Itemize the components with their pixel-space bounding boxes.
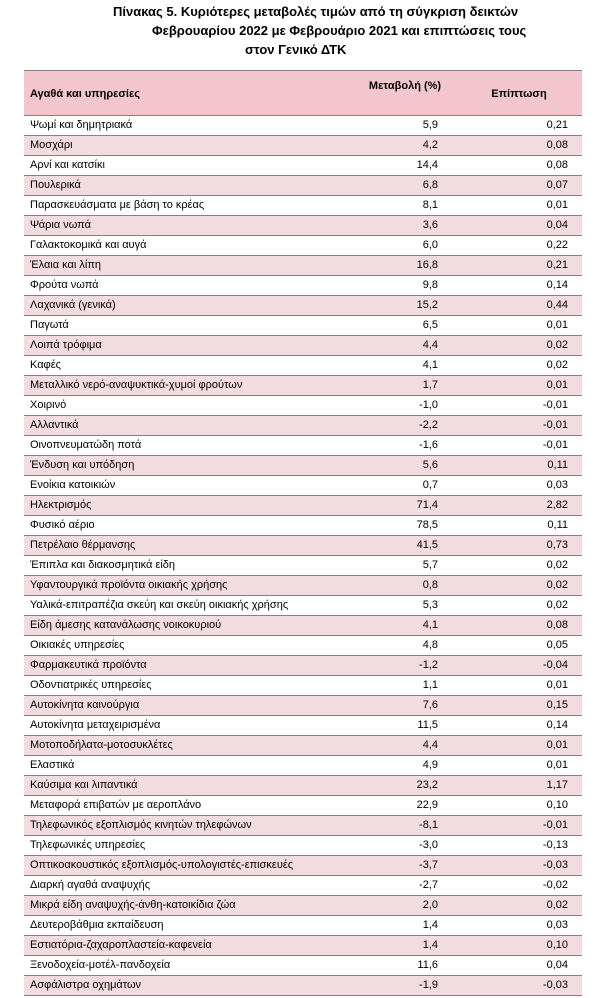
row-impact-value: 0,04 bbox=[546, 219, 568, 231]
row-change-value: 0,8 bbox=[422, 579, 438, 591]
row-item-name: Παγωτά bbox=[30, 319, 69, 331]
table-row bbox=[24, 316, 582, 336]
row-impact-value: 0,02 bbox=[546, 359, 568, 371]
row-item-name: Καφές bbox=[30, 359, 61, 371]
row-change-value: -1,9 bbox=[419, 979, 438, 991]
row-impact-value: 0,03 bbox=[546, 479, 568, 491]
row-impact-value: 0,11 bbox=[547, 459, 568, 471]
row-item-name: Ηλεκτρισμός bbox=[30, 499, 92, 511]
table-row bbox=[24, 596, 582, 616]
row-impact-value: 0,22 bbox=[546, 239, 568, 251]
price-changes-table bbox=[24, 70, 582, 996]
row-impact-value: 0,08 bbox=[546, 159, 568, 171]
table-row bbox=[24, 796, 582, 816]
row-item-name: Μεταφορά επιβατών με αεροπλάνο bbox=[30, 799, 202, 811]
row-item-name: Μοτοποδήλατα-μοτοσυκλέτες bbox=[30, 739, 173, 751]
row-impact-value: 0,08 bbox=[546, 139, 568, 151]
caption-line-2: Φεβρουαρίου 2022 με Φεβρουάριο 2021 και επιπτώσεις τους bbox=[152, 23, 527, 38]
header-impact: Επίπτωση bbox=[491, 88, 547, 100]
table-row bbox=[24, 876, 582, 896]
table-row bbox=[24, 976, 582, 996]
row-impact-value: 0,14 bbox=[546, 719, 568, 731]
table-row bbox=[24, 116, 582, 136]
row-item-name: Γαλακτοκομικά και αυγά bbox=[30, 239, 147, 251]
row-item-name: Οδοντιατρικές υπηρεσίες bbox=[30, 679, 152, 691]
row-change-value: 5,3 bbox=[422, 599, 438, 611]
row-item-name: Οινοπνευματώδη ποτά bbox=[30, 439, 142, 451]
row-impact-value: -0,02 bbox=[542, 879, 568, 891]
table-row bbox=[24, 276, 582, 296]
table-row bbox=[24, 936, 582, 956]
row-item-name: Χοιρινό bbox=[30, 399, 67, 411]
row-item-name: Τηλεφωνικός εξοπλισμός κινητών τηλεφώνων bbox=[30, 819, 252, 831]
table-row bbox=[24, 656, 582, 676]
row-impact-value: 0,02 bbox=[546, 339, 568, 351]
row-item-name: Πετρέλαιο θέρμανσης bbox=[30, 539, 136, 551]
row-change-value: 78,5 bbox=[416, 519, 438, 531]
table-row bbox=[24, 816, 582, 836]
table-row bbox=[24, 856, 582, 876]
row-impact-value: 1,17 bbox=[546, 779, 568, 791]
row-impact-value: -0,03 bbox=[542, 979, 568, 991]
row-item-name: Ένδυση και υπόδηση bbox=[30, 459, 135, 471]
row-item-name: Υαλικά-επιτραπέζια σκεύη και σκεύη οικιακής χρήσης bbox=[30, 599, 289, 611]
row-impact-value: -0,13 bbox=[542, 839, 568, 851]
row-change-value: 1,7 bbox=[422, 379, 438, 391]
row-impact-value: 0,11 bbox=[547, 519, 568, 531]
row-item-name: Φαρμακευτικά προϊόντα bbox=[30, 659, 147, 671]
row-item-name: Καύσιμα και λιπαντικά bbox=[30, 779, 138, 791]
row-impact-value: 0,15 bbox=[546, 699, 568, 711]
row-item-name: Μεταλλικό νερό-αναψυκτικά-χυμοί φρούτων bbox=[30, 379, 243, 391]
row-change-value: -2,7 bbox=[419, 879, 438, 891]
row-item-name: Εστιατόρια-ζαχαροπλαστεία-καφενεία bbox=[30, 939, 212, 951]
row-impact-value: 0,02 bbox=[546, 599, 568, 611]
row-item-name: Είδη άμεσης κατανάλωσης νοικοκυριού bbox=[30, 619, 222, 631]
row-change-value: -8,1 bbox=[419, 819, 438, 831]
table-row bbox=[24, 416, 582, 436]
row-item-name: Ξενοδοχεία-μοτέλ-πανδοχεία bbox=[30, 959, 171, 971]
table-row bbox=[24, 516, 582, 536]
table-row bbox=[24, 716, 582, 736]
table-row bbox=[24, 636, 582, 656]
row-change-value: 6,0 bbox=[422, 239, 438, 251]
row-impact-value: 0,01 bbox=[546, 679, 568, 691]
row-impact-value: -0,01 bbox=[542, 819, 568, 831]
row-item-name: Μικρά είδη αναψυχής-άνθη-κατοικίδια ζώα bbox=[30, 899, 236, 911]
row-impact-value: 0,73 bbox=[546, 539, 568, 551]
row-item-name: Αυτοκίνητα καινούργια bbox=[30, 699, 140, 711]
row-item-name: Διαρκή αγαθά αναψυχής bbox=[30, 879, 151, 891]
row-impact-value: -0,01 bbox=[542, 399, 568, 411]
row-impact-value: 0,02 bbox=[546, 559, 568, 571]
row-change-value: 71,4 bbox=[416, 499, 438, 511]
row-item-name: Ενοίκια κατοικιών bbox=[30, 479, 116, 491]
table-row bbox=[24, 616, 582, 636]
row-item-name: Αλλαντικά bbox=[30, 419, 79, 431]
table-row bbox=[24, 676, 582, 696]
row-change-value: 41,5 bbox=[416, 539, 438, 551]
row-change-value: 23,2 bbox=[416, 779, 438, 791]
row-item-name: Παρασκευάσματα με βάση το κρέας bbox=[30, 199, 205, 211]
table-row bbox=[24, 916, 582, 936]
table-row bbox=[24, 336, 582, 356]
row-impact-value: 0,02 bbox=[546, 899, 568, 911]
row-change-value: -3,0 bbox=[419, 839, 438, 851]
row-impact-value: 0,01 bbox=[546, 319, 568, 331]
row-item-name: Έλαια και λίπη bbox=[30, 259, 102, 271]
table-row bbox=[24, 456, 582, 476]
row-impact-value: 0,01 bbox=[546, 199, 568, 211]
row-change-value: 11,6 bbox=[417, 959, 438, 971]
row-change-value: 4,9 bbox=[422, 759, 438, 771]
row-change-value: 4,8 bbox=[422, 639, 438, 651]
row-item-name: Φρούτα νωπά bbox=[30, 279, 99, 291]
row-change-value: 1,4 bbox=[422, 919, 438, 931]
table-row bbox=[24, 436, 582, 456]
row-change-value: -2,2 bbox=[419, 419, 438, 431]
row-change-value: -3,7 bbox=[419, 859, 438, 871]
row-impact-value: 0,44 bbox=[546, 299, 568, 311]
row-change-value: 6,8 bbox=[422, 179, 438, 191]
row-change-value: 1,4 bbox=[422, 939, 438, 951]
row-change-value: -1,0 bbox=[419, 399, 438, 411]
row-change-value: 5,7 bbox=[422, 559, 438, 571]
row-item-name: Αυτοκίνητα μεταχειρισμένα bbox=[30, 719, 161, 731]
row-change-value: 3,6 bbox=[422, 219, 438, 231]
row-change-value: 22,9 bbox=[416, 799, 438, 811]
row-impact-value: 0,10 bbox=[546, 939, 568, 951]
row-impact-value: -0,01 bbox=[542, 439, 568, 451]
row-change-value: 14,4 bbox=[416, 159, 438, 171]
table-row bbox=[24, 196, 582, 216]
row-impact-value: 0,14 bbox=[546, 279, 568, 291]
table-header-row bbox=[24, 71, 582, 116]
row-impact-value: -0,03 bbox=[542, 859, 568, 871]
table-row bbox=[24, 136, 582, 156]
row-impact-value: 0,01 bbox=[546, 759, 568, 771]
row-change-value: 4,1 bbox=[422, 619, 438, 631]
row-impact-value: 0,10 bbox=[546, 799, 568, 811]
table-row bbox=[24, 296, 582, 316]
caption-line-1: Πίνακας 5. Κυριότερες μεταβολές τιμών από τη σύγκριση δεικτών bbox=[113, 4, 519, 19]
table-row bbox=[24, 376, 582, 396]
row-item-name: Αρνί και κατσίκι bbox=[30, 159, 105, 171]
row-item-name: Ασφάλιστρα οχημάτων bbox=[30, 979, 142, 991]
row-item-name: Λοιπά τρόφιμα bbox=[30, 339, 102, 351]
table-row bbox=[24, 736, 582, 756]
row-item-name: Ψωμί και δημητριακά bbox=[30, 119, 133, 131]
row-impact-value: -0,04 bbox=[542, 659, 568, 671]
row-change-value: 16,8 bbox=[416, 259, 438, 271]
row-impact-value: 0,03 bbox=[546, 919, 568, 931]
caption-line-3: στον Γενικό ΔΤΚ bbox=[245, 42, 347, 57]
row-impact-value: 0,08 bbox=[546, 619, 568, 631]
row-change-value: 7,6 bbox=[422, 699, 438, 711]
table-row bbox=[24, 216, 582, 236]
table-row bbox=[24, 756, 582, 776]
row-impact-value: 0,01 bbox=[546, 379, 568, 391]
header-goods: Αγαθά και υπηρεσίες bbox=[30, 88, 140, 100]
row-item-name: Λαχανικά (γενικά) bbox=[30, 299, 116, 311]
row-item-name: Οπτικοακουστικός εξοπλισμός-υπολογιστές-επισκευές bbox=[30, 859, 294, 871]
row-change-value: 0,7 bbox=[422, 479, 438, 491]
table-row bbox=[24, 236, 582, 256]
table-row bbox=[24, 956, 582, 976]
table-row bbox=[24, 536, 582, 556]
row-item-name: Δευτεροβάθμια εκπαίδευση bbox=[30, 919, 164, 931]
row-impact-value: 0,21 bbox=[546, 119, 568, 131]
table-row bbox=[24, 776, 582, 796]
row-item-name: Ψάρια νωπά bbox=[30, 219, 91, 231]
table-row bbox=[24, 836, 582, 856]
row-impact-value: 0,04 bbox=[546, 959, 568, 971]
row-change-value: 4,4 bbox=[422, 739, 438, 751]
table-row bbox=[24, 476, 582, 496]
table-row bbox=[24, 176, 582, 196]
row-impact-value: 0,01 bbox=[546, 739, 568, 751]
table-row bbox=[24, 556, 582, 576]
table-row bbox=[24, 896, 582, 916]
table-row bbox=[24, 356, 582, 376]
row-item-name: Υφαντουργικά προϊόντα οικιακής χρήσης bbox=[30, 579, 228, 591]
row-change-value: 4,2 bbox=[422, 139, 438, 151]
row-change-value: 11,5 bbox=[417, 719, 438, 731]
row-change-value: 9,8 bbox=[422, 279, 438, 291]
header-change: Μεταβολή (%) bbox=[368, 80, 442, 92]
row-impact-value: 2,82 bbox=[546, 499, 568, 511]
row-change-value: 1,1 bbox=[422, 679, 438, 691]
row-impact-value: -0,01 bbox=[542, 419, 568, 431]
row-impact-value: 0,05 bbox=[546, 639, 568, 651]
row-change-value: 15,2 bbox=[416, 299, 438, 311]
row-change-value: 5,6 bbox=[422, 459, 438, 471]
row-change-value: 4,4 bbox=[422, 339, 438, 351]
row-impact-value: 0,21 bbox=[546, 259, 568, 271]
table-row bbox=[24, 256, 582, 276]
row-item-name: Έπιπλα και διακοσμητικά είδη bbox=[30, 559, 176, 571]
row-change-value: -1,6 bbox=[419, 439, 438, 451]
table-row bbox=[24, 496, 582, 516]
row-change-value: 5,9 bbox=[422, 119, 438, 131]
row-change-value: -1,2 bbox=[419, 659, 438, 671]
row-item-name: Οικιακές υπηρεσίες bbox=[30, 639, 125, 651]
row-item-name: Ελαστικά bbox=[30, 759, 75, 771]
table-body bbox=[24, 116, 582, 996]
table-row bbox=[24, 696, 582, 716]
table-row bbox=[24, 396, 582, 416]
row-change-value: 2,0 bbox=[422, 899, 438, 911]
row-change-value: 4,1 bbox=[422, 359, 438, 371]
row-item-name: Φυσικό αέριο bbox=[30, 519, 95, 531]
row-change-value: 6,5 bbox=[422, 319, 438, 331]
row-item-name: Πουλερικά bbox=[30, 179, 81, 191]
row-impact-value: 0,02 bbox=[546, 579, 568, 591]
row-change-value: 8,1 bbox=[422, 199, 438, 211]
row-impact-value: 0,07 bbox=[546, 179, 568, 191]
table-row bbox=[24, 156, 582, 176]
row-item-name: Τηλεφωνικές υπηρεσίες bbox=[30, 839, 146, 851]
row-item-name: Μοσχάρι bbox=[30, 139, 73, 151]
table-row bbox=[24, 576, 582, 596]
